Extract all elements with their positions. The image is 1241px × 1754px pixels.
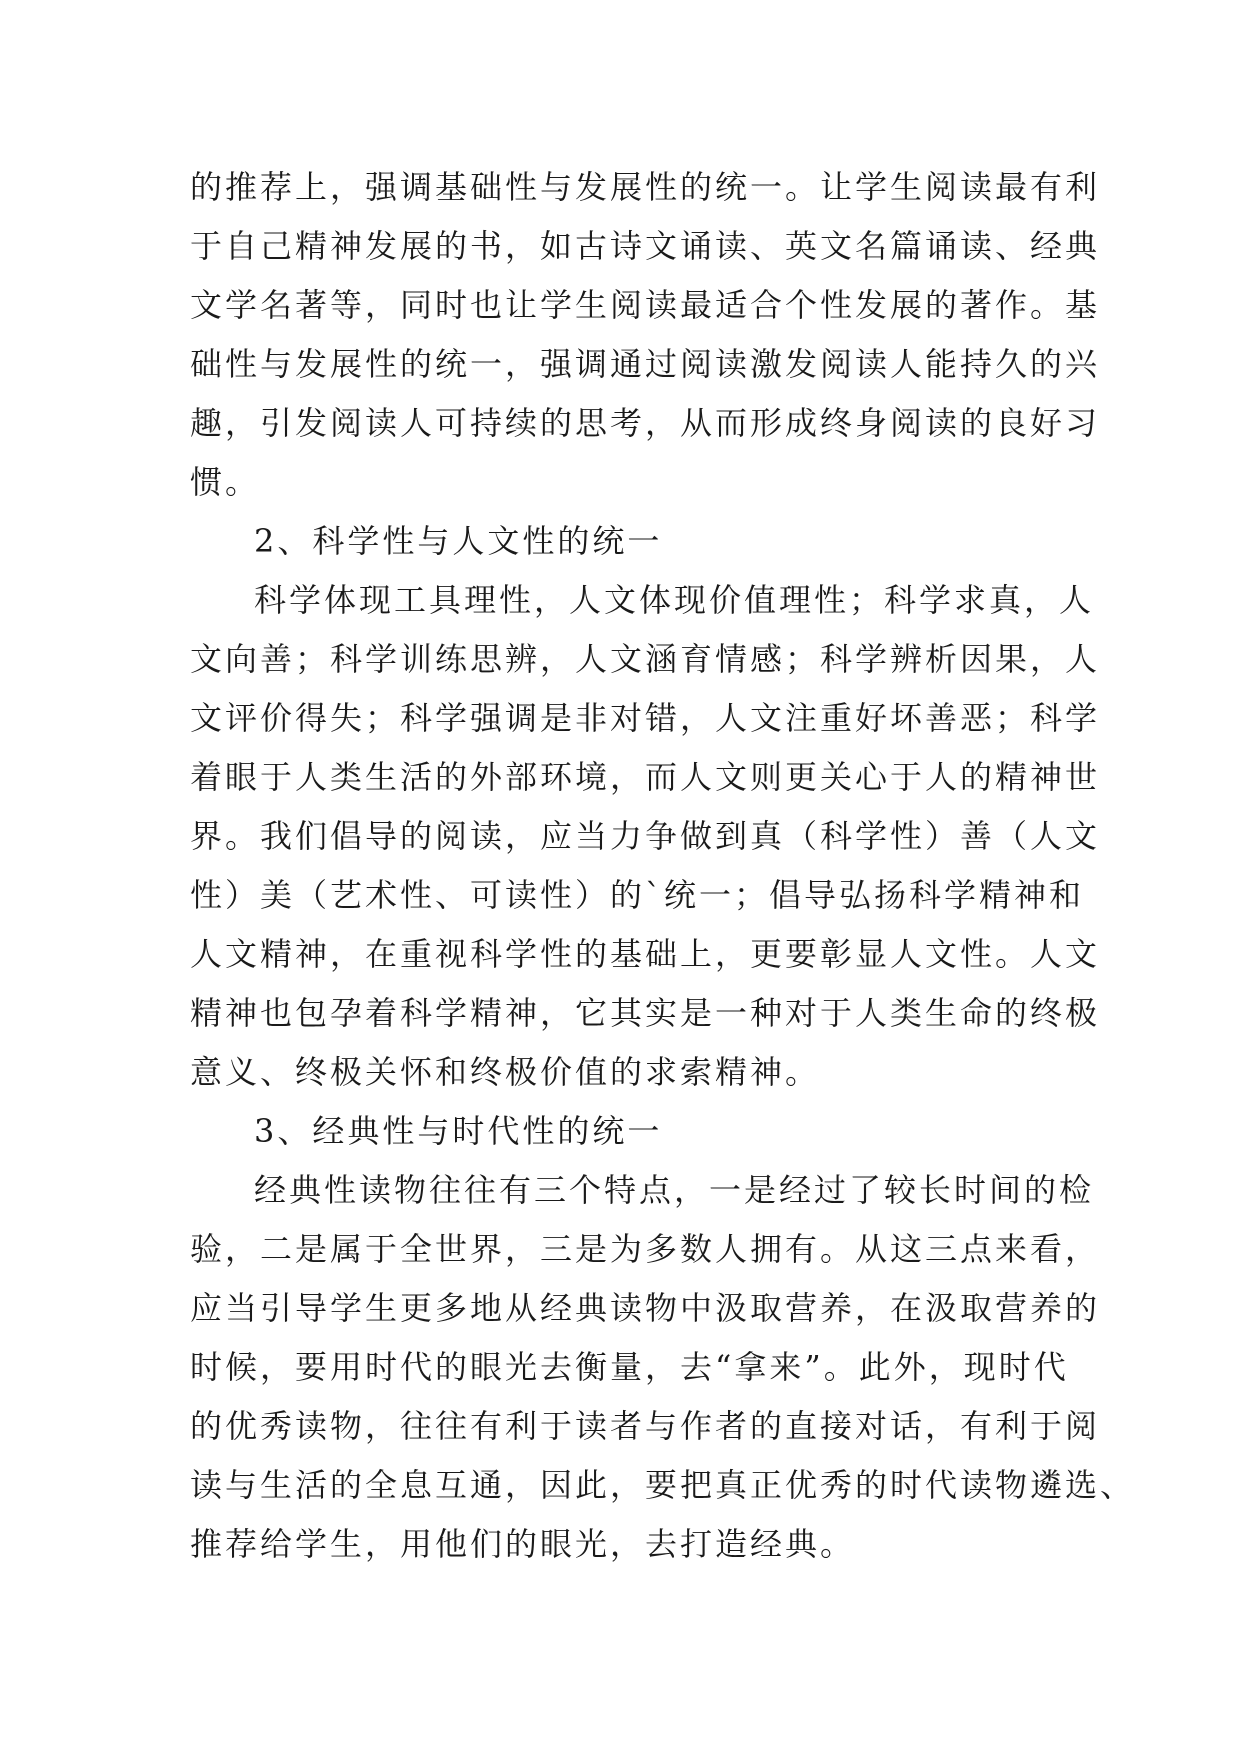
- paragraph-start: 科学体现工具理性，人文体现价值理性；科学求真，人: [254, 581, 1095, 619]
- text-line: 文向善；科学训练思辨，人文涵育情感；科学辨析因果，人: [190, 640, 1101, 678]
- text-line: 础性与发展性的统一，强调通过阅读激发阅读人能持久的兴: [190, 345, 1101, 383]
- text-line: 趣，引发阅读人可持续的思考，从而形成终身阅读的良好习: [190, 404, 1101, 442]
- paragraph-start: 经典性读物往往有三个特点，一是经过了较长时间的检: [254, 1171, 1095, 1209]
- text-line: 精神也包孕着科学精神，它其实是一种对于人类生命的终极: [190, 994, 1101, 1032]
- text-line: 惯。: [190, 463, 261, 501]
- text-line: 人文精神，在重视科学性的基础上，更要彰显人文性。人文: [190, 935, 1101, 973]
- section-heading: 3、经典性与时代性的统一: [254, 1112, 663, 1150]
- text-line: 文学名著等，同时也让学生阅读最适合个性发展的著作。基: [190, 286, 1101, 324]
- text-line: 的推荐上，强调基础性与发展性的统一。让学生阅读最有利: [190, 168, 1101, 206]
- text-line: 时候，要用时代的眼光去衡量，去“拿来”。此外，现时代: [190, 1348, 1069, 1386]
- text-line: 性）美（艺术性、可读性）的`统一；倡导弘扬科学精神和: [190, 876, 1085, 914]
- text-line: 应当引导学生更多地从经典读物中汲取营养，在汲取营养的: [190, 1289, 1101, 1327]
- text-line: 界。我们倡导的阅读，应当力争做到真（科学性）善（人文: [190, 817, 1101, 855]
- text-line: 意义、终极关怀和终极价值的求索精神。: [190, 1053, 821, 1091]
- text-line: 着眼于人类生活的外部环境，而人文则更关心于人的精神世: [190, 758, 1101, 796]
- text-line: 于自己精神发展的书，如古诗文诵读、英文名篇诵读、经典: [190, 227, 1101, 265]
- text-line: 验，二是属于全世界，三是为多数人拥有。从这三点来看，: [190, 1230, 1101, 1268]
- text-line: 的优秀读物，往往有利于读者与作者的直接对话，有利于阅: [190, 1407, 1101, 1445]
- body-text: [190, 158, 1136, 1574]
- text-line: 推荐给学生，用他们的眼光，去打造经典。: [190, 1525, 856, 1563]
- text-line: 读与生活的全息互通，因此，要把真正优秀的时代读物遴选、: [190, 1466, 1136, 1504]
- section-heading: 2、科学性与人文性的统一: [254, 522, 663, 560]
- text-line: 文评价得失；科学强调是非对错，人文注重好坏善恶；科学: [190, 699, 1101, 737]
